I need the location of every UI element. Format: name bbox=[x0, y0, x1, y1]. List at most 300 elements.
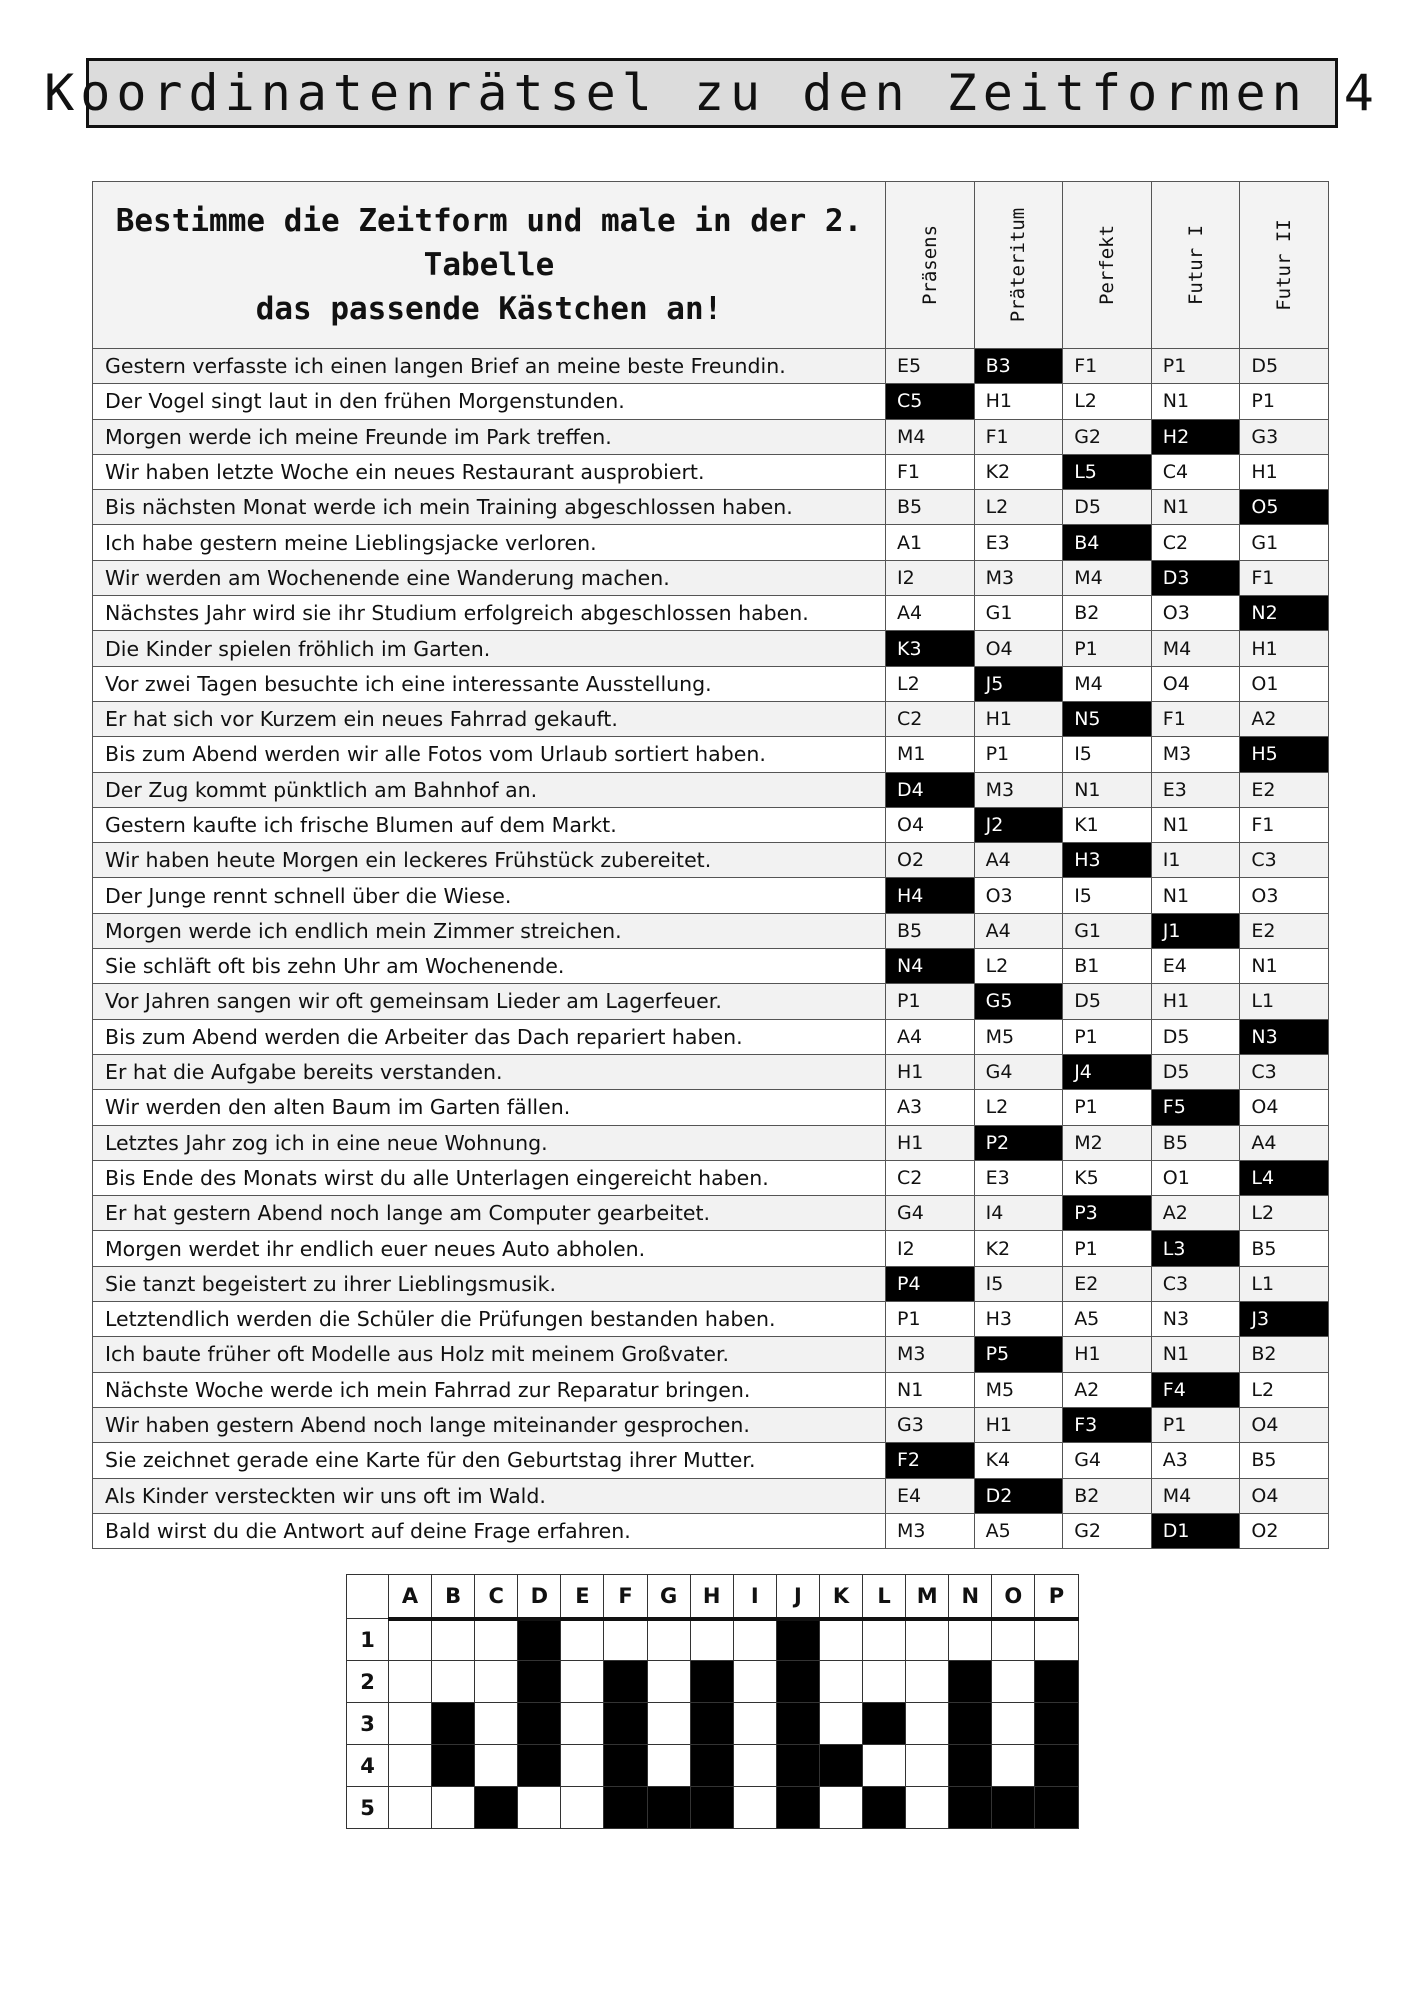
grid-cell-filled[interactable] bbox=[776, 1787, 819, 1829]
code-cell: L1 bbox=[1240, 1266, 1329, 1301]
grid-cell-filled[interactable] bbox=[518, 1661, 561, 1703]
table-row bbox=[93, 1196, 1329, 1231]
sentence-cell: Bis zum Abend werden wir alle Fotos vom Urlaub sortiert haben. bbox=[93, 737, 886, 772]
table-row bbox=[93, 666, 1329, 701]
table-row bbox=[93, 1337, 1329, 1372]
code-cell: L1 bbox=[1240, 984, 1329, 1019]
code-cell: L2 bbox=[974, 490, 1063, 525]
table-row bbox=[93, 1372, 1329, 1407]
grid-cell-filled[interactable] bbox=[819, 1745, 862, 1787]
table-row bbox=[93, 525, 1329, 560]
code-cell: D5 bbox=[1151, 1019, 1240, 1054]
grid-cell[interactable] bbox=[475, 1745, 518, 1787]
grid-cell-filled[interactable] bbox=[776, 1745, 819, 1787]
grid-column-label: G bbox=[647, 1575, 690, 1619]
table-row bbox=[93, 1019, 1329, 1054]
answer-code-cell: O5 bbox=[1240, 490, 1329, 525]
grid-cell[interactable] bbox=[389, 1661, 432, 1703]
code-cell: E2 bbox=[1240, 913, 1329, 948]
code-cell: I1 bbox=[1151, 843, 1240, 878]
grid-cell[interactable] bbox=[906, 1787, 949, 1829]
sentence-cell: Bald wirst du die Antwort auf deine Frage erfahren. bbox=[93, 1513, 886, 1548]
sentence-cell: Bis nächsten Monat werde ich mein Training abgeschlossen haben. bbox=[93, 490, 886, 525]
sentence-cell: Letztendlich werden die Schüler die Prüfungen bestanden haben. bbox=[93, 1302, 886, 1337]
code-cell: E3 bbox=[1151, 772, 1240, 807]
code-cell: O1 bbox=[1151, 1160, 1240, 1195]
answer-code-cell: J4 bbox=[1063, 1054, 1152, 1089]
answer-code-cell: N5 bbox=[1063, 701, 1152, 736]
grid-cell[interactable] bbox=[819, 1787, 862, 1829]
code-cell: N1 bbox=[886, 1372, 975, 1407]
sentence-rows bbox=[93, 349, 1329, 1549]
code-cell: O4 bbox=[1151, 666, 1240, 701]
grid-cell-filled[interactable] bbox=[690, 1703, 733, 1745]
code-cell: A5 bbox=[1063, 1302, 1152, 1337]
sentence-cell: Wir haben letzte Woche ein neues Restaurant ausprobiert. bbox=[93, 454, 886, 489]
table-row bbox=[93, 631, 1329, 666]
tense-header-label: Präteritum bbox=[1007, 207, 1030, 323]
answer-code-cell: L3 bbox=[1151, 1231, 1240, 1266]
answer-code-cell: F2 bbox=[886, 1443, 975, 1478]
code-cell: G1 bbox=[1063, 913, 1152, 948]
code-cell: E4 bbox=[1151, 949, 1240, 984]
code-cell: A4 bbox=[974, 913, 1063, 948]
code-cell: I2 bbox=[886, 560, 975, 595]
code-cell: O1 bbox=[1240, 666, 1329, 701]
grid-cell[interactable] bbox=[604, 1619, 647, 1661]
sentence-cell: Der Vogel singt laut in den frühen Morgenstunden. bbox=[93, 384, 886, 419]
code-cell: K4 bbox=[974, 1443, 1063, 1478]
grid-cell-filled[interactable] bbox=[432, 1745, 475, 1787]
grid-header-row bbox=[347, 1575, 1079, 1619]
sentence-cell: Morgen werde ich meine Freunde im Park treffen. bbox=[93, 419, 886, 454]
grid-cell[interactable] bbox=[432, 1661, 475, 1703]
grid-cell[interactable] bbox=[561, 1787, 604, 1829]
grid-cell[interactable] bbox=[389, 1619, 432, 1661]
grid-cell-filled[interactable] bbox=[1035, 1787, 1078, 1829]
tense-header-label: Futur II bbox=[1273, 219, 1296, 311]
grid-column-label: A bbox=[389, 1575, 432, 1619]
answer-code-cell: N4 bbox=[886, 949, 975, 984]
code-cell: A2 bbox=[1063, 1372, 1152, 1407]
code-cell: G3 bbox=[1240, 419, 1329, 454]
grid-cell[interactable] bbox=[906, 1619, 949, 1661]
grid-cell-filled[interactable] bbox=[1035, 1745, 1078, 1787]
code-cell: B5 bbox=[886, 490, 975, 525]
tense-header-praesens bbox=[886, 182, 975, 349]
table-row bbox=[93, 1513, 1329, 1548]
code-cell: M4 bbox=[1063, 560, 1152, 595]
grid-column-label: F bbox=[604, 1575, 647, 1619]
code-cell: M2 bbox=[1063, 1125, 1152, 1160]
grid-cell[interactable] bbox=[992, 1619, 1035, 1661]
grid-row bbox=[347, 1745, 1079, 1787]
code-cell: B2 bbox=[1063, 1478, 1152, 1513]
grid-cell-filled[interactable] bbox=[604, 1661, 647, 1703]
grid-cell-filled[interactable] bbox=[690, 1661, 733, 1703]
grid-cell[interactable] bbox=[863, 1745, 906, 1787]
table-row bbox=[93, 1090, 1329, 1125]
code-cell: M4 bbox=[886, 419, 975, 454]
sentence-cell: Wir haben heute Morgen ein leckeres Frühstück zubereitet. bbox=[93, 843, 886, 878]
grid-cell-filled[interactable] bbox=[518, 1619, 561, 1661]
grid-column-label: L bbox=[863, 1575, 906, 1619]
code-cell: E3 bbox=[974, 1160, 1063, 1195]
code-cell: N1 bbox=[1151, 384, 1240, 419]
code-cell: N1 bbox=[1240, 949, 1329, 984]
tense-table bbox=[92, 181, 1329, 1549]
tense-header-label: Präsens bbox=[918, 224, 941, 306]
grid-cell[interactable] bbox=[819, 1703, 862, 1745]
grid-row-label: 2 bbox=[347, 1661, 389, 1703]
code-cell: H1 bbox=[1240, 454, 1329, 489]
grid-cell[interactable] bbox=[819, 1661, 862, 1703]
table-row bbox=[93, 560, 1329, 595]
grid-cell[interactable] bbox=[949, 1619, 992, 1661]
code-cell: B2 bbox=[1240, 1337, 1329, 1372]
code-cell: G1 bbox=[974, 596, 1063, 631]
code-cell: O2 bbox=[886, 843, 975, 878]
grid-cell-filled[interactable] bbox=[690, 1745, 733, 1787]
code-cell: O4 bbox=[1240, 1478, 1329, 1513]
code-cell: P1 bbox=[1151, 1407, 1240, 1442]
sentence-cell: Er hat gestern Abend noch lange am Computer gearbeitet. bbox=[93, 1196, 886, 1231]
sentence-cell: Der Zug kommt pünktlich am Bahnhof an. bbox=[93, 772, 886, 807]
table-row bbox=[93, 913, 1329, 948]
tense-header-futur-2 bbox=[1240, 182, 1329, 349]
sentence-cell: Bis Ende des Monats wirst du alle Unterlagen eingereicht haben. bbox=[93, 1160, 886, 1195]
grid-cell-filled[interactable] bbox=[1035, 1703, 1078, 1745]
code-cell: P1 bbox=[886, 1302, 975, 1337]
grid-cell[interactable] bbox=[475, 1661, 518, 1703]
code-cell: H1 bbox=[1063, 1337, 1152, 1372]
answer-code-cell: H2 bbox=[1151, 419, 1240, 454]
grid-column-label: O bbox=[992, 1575, 1035, 1619]
table-row bbox=[93, 1054, 1329, 1089]
grid-cell[interactable] bbox=[733, 1787, 776, 1829]
grid-cell-filled[interactable] bbox=[949, 1703, 992, 1745]
grid-cell-filled[interactable] bbox=[647, 1787, 690, 1829]
grid-cell[interactable] bbox=[561, 1745, 604, 1787]
grid-cell-filled[interactable] bbox=[432, 1703, 475, 1745]
grid-cell[interactable] bbox=[389, 1787, 432, 1829]
table-row bbox=[93, 1125, 1329, 1160]
tense-header-perfekt bbox=[1063, 182, 1152, 349]
code-cell: F1 bbox=[1151, 701, 1240, 736]
code-cell: G4 bbox=[1063, 1443, 1152, 1478]
sentence-cell: Nächste Woche werde ich mein Fahrrad zur Reparatur bringen. bbox=[93, 1372, 886, 1407]
code-cell: K5 bbox=[1063, 1160, 1152, 1195]
code-cell: M3 bbox=[1151, 737, 1240, 772]
table-row bbox=[93, 1443, 1329, 1478]
code-cell: G2 bbox=[1063, 419, 1152, 454]
answer-code-cell: D3 bbox=[1151, 560, 1240, 595]
code-cell: L2 bbox=[1240, 1372, 1329, 1407]
answer-code-cell: F3 bbox=[1063, 1407, 1152, 1442]
code-cell: M3 bbox=[974, 560, 1063, 595]
code-cell: L2 bbox=[1063, 384, 1152, 419]
code-cell: F1 bbox=[1240, 807, 1329, 842]
grid-cell[interactable] bbox=[561, 1703, 604, 1745]
sentence-cell: Sie tanzt begeistert zu ihrer Lieblingsmusik. bbox=[93, 1266, 886, 1301]
table-row bbox=[93, 596, 1329, 631]
code-cell: I5 bbox=[1063, 737, 1152, 772]
grid-cell-filled[interactable] bbox=[776, 1619, 819, 1661]
code-cell: H1 bbox=[1151, 984, 1240, 1019]
table-row bbox=[93, 1160, 1329, 1195]
code-cell: N1 bbox=[1151, 878, 1240, 913]
code-cell: O3 bbox=[974, 878, 1063, 913]
grid-column-label: H bbox=[690, 1575, 733, 1619]
answer-code-cell: B3 bbox=[974, 349, 1063, 384]
grid-cell-filled[interactable] bbox=[863, 1703, 906, 1745]
answer-code-cell: L4 bbox=[1240, 1160, 1329, 1195]
code-cell: B5 bbox=[1240, 1231, 1329, 1266]
grid-cell[interactable] bbox=[992, 1703, 1035, 1745]
code-cell: O3 bbox=[1240, 878, 1329, 913]
answer-code-cell: H3 bbox=[1063, 843, 1152, 878]
code-cell: F1 bbox=[974, 419, 1063, 454]
grid-cell-filled[interactable] bbox=[992, 1787, 1035, 1829]
grid-cell[interactable] bbox=[906, 1703, 949, 1745]
answer-code-cell: P2 bbox=[974, 1125, 1063, 1160]
sentence-cell: Sie schläft oft bis zehn Uhr am Wochenende. bbox=[93, 949, 886, 984]
code-cell: P1 bbox=[1240, 384, 1329, 419]
grid-cell[interactable] bbox=[432, 1619, 475, 1661]
code-cell: H1 bbox=[886, 1054, 975, 1089]
table-row bbox=[93, 807, 1329, 842]
sentence-cell: Gestern verfasste ich einen langen Brief an meine beste Freundin. bbox=[93, 349, 886, 384]
tense-header-praeteritum bbox=[974, 182, 1063, 349]
grid-cell[interactable] bbox=[1035, 1619, 1078, 1661]
sentence-cell: Er hat die Aufgabe bereits verstanden. bbox=[93, 1054, 886, 1089]
code-cell: O3 bbox=[1151, 596, 1240, 631]
code-cell: N1 bbox=[1151, 807, 1240, 842]
answer-code-cell: P5 bbox=[974, 1337, 1063, 1372]
answer-code-cell: B4 bbox=[1063, 525, 1152, 560]
code-cell: B5 bbox=[1151, 1125, 1240, 1160]
grid-cell[interactable] bbox=[561, 1661, 604, 1703]
code-cell: E3 bbox=[974, 525, 1063, 560]
answer-code-cell: D2 bbox=[974, 1478, 1063, 1513]
code-cell: G1 bbox=[1240, 525, 1329, 560]
sentence-cell: Vor Jahren sangen wir oft gemeinsam Lieder am Lagerfeuer. bbox=[93, 984, 886, 1019]
grid-cell[interactable] bbox=[475, 1703, 518, 1745]
grid-cell[interactable] bbox=[863, 1661, 906, 1703]
grid-column-label: B bbox=[432, 1575, 475, 1619]
grid-cell[interactable] bbox=[733, 1745, 776, 1787]
grid-cell[interactable] bbox=[863, 1619, 906, 1661]
table-row bbox=[93, 878, 1329, 913]
code-cell: A3 bbox=[886, 1090, 975, 1125]
sentence-cell: Ich baute früher oft Modelle aus Holz mit meinem Großvater. bbox=[93, 1337, 886, 1372]
page-title: Koordinatenrätsel zu den Zeitformen 4 bbox=[44, 64, 1380, 122]
code-cell: M3 bbox=[886, 1513, 975, 1548]
code-cell: A4 bbox=[886, 1019, 975, 1054]
grid-cell[interactable] bbox=[432, 1787, 475, 1829]
grid-cell-filled[interactable] bbox=[863, 1787, 906, 1829]
table-row bbox=[93, 490, 1329, 525]
code-cell: I5 bbox=[1063, 878, 1152, 913]
answer-code-cell: J1 bbox=[1151, 913, 1240, 948]
code-cell: G2 bbox=[1063, 1513, 1152, 1548]
grid-cell-filled[interactable] bbox=[604, 1787, 647, 1829]
code-cell: A1 bbox=[886, 525, 975, 560]
grid-cell[interactable] bbox=[819, 1619, 862, 1661]
grid-cell[interactable] bbox=[733, 1619, 776, 1661]
answer-code-cell: D4 bbox=[886, 772, 975, 807]
grid-cell-filled[interactable] bbox=[518, 1745, 561, 1787]
code-cell: B5 bbox=[1240, 1443, 1329, 1478]
code-cell: K2 bbox=[974, 454, 1063, 489]
grid-corner bbox=[347, 1575, 389, 1619]
tense-header-label: Perfekt bbox=[1095, 224, 1118, 306]
code-cell: A2 bbox=[1240, 701, 1329, 736]
code-cell: K1 bbox=[1063, 807, 1152, 842]
code-cell: I5 bbox=[974, 1266, 1063, 1301]
code-cell: C3 bbox=[1240, 843, 1329, 878]
table-row bbox=[93, 1266, 1329, 1301]
answer-code-cell: H5 bbox=[1240, 737, 1329, 772]
grid-row bbox=[347, 1787, 1079, 1829]
code-cell: F1 bbox=[1063, 349, 1152, 384]
grid-cell[interactable] bbox=[906, 1745, 949, 1787]
sentence-cell: Wir haben gestern Abend noch lange miteinander gesprochen. bbox=[93, 1407, 886, 1442]
code-cell: A2 bbox=[1151, 1196, 1240, 1231]
grid-cell-filled[interactable] bbox=[776, 1703, 819, 1745]
code-cell: D5 bbox=[1151, 1054, 1240, 1089]
grid-row-label: 1 bbox=[347, 1619, 389, 1661]
code-cell: D5 bbox=[1063, 984, 1152, 1019]
grid-column-label: M bbox=[906, 1575, 949, 1619]
code-cell: N1 bbox=[1063, 772, 1152, 807]
grid-cell-filled[interactable] bbox=[604, 1745, 647, 1787]
grid-cell[interactable] bbox=[690, 1619, 733, 1661]
grid-cell-filled[interactable] bbox=[690, 1787, 733, 1829]
code-cell: A4 bbox=[1240, 1125, 1329, 1160]
instruction-cell bbox=[93, 182, 886, 349]
sentence-cell: Wir werden am Wochenende eine Wanderung machen. bbox=[93, 560, 886, 595]
grid-cell[interactable] bbox=[647, 1745, 690, 1787]
grid-cell-filled[interactable] bbox=[949, 1787, 992, 1829]
grid-column-label: D bbox=[518, 1575, 561, 1619]
grid-cell-filled[interactable] bbox=[604, 1703, 647, 1745]
code-cell: K2 bbox=[974, 1231, 1063, 1266]
grid-cell-filled[interactable] bbox=[949, 1661, 992, 1703]
grid-cell[interactable] bbox=[906, 1661, 949, 1703]
grid-column-label: E bbox=[561, 1575, 604, 1619]
code-cell: M1 bbox=[886, 737, 975, 772]
code-cell: O4 bbox=[886, 807, 975, 842]
grid-row bbox=[347, 1703, 1079, 1745]
grid-cell-filled[interactable] bbox=[475, 1787, 518, 1829]
answer-code-cell: L5 bbox=[1063, 454, 1152, 489]
answer-code-cell: F5 bbox=[1151, 1090, 1240, 1125]
code-cell: D5 bbox=[1063, 490, 1152, 525]
grid-cell[interactable] bbox=[992, 1661, 1035, 1703]
grid-cell[interactable] bbox=[647, 1619, 690, 1661]
grid-cell[interactable] bbox=[992, 1745, 1035, 1787]
table-row bbox=[93, 701, 1329, 736]
grid-cell-filled[interactable] bbox=[1035, 1661, 1078, 1703]
table-row bbox=[93, 419, 1329, 454]
table-row bbox=[93, 984, 1329, 1019]
grid-cell[interactable] bbox=[733, 1703, 776, 1745]
grid-column-label: C bbox=[475, 1575, 518, 1619]
grid-cell[interactable] bbox=[389, 1703, 432, 1745]
code-cell: P1 bbox=[974, 737, 1063, 772]
code-cell: O4 bbox=[1240, 1407, 1329, 1442]
table-row bbox=[93, 772, 1329, 807]
code-cell: M4 bbox=[1063, 666, 1152, 701]
code-cell: H1 bbox=[974, 384, 1063, 419]
sentence-cell: Vor zwei Tagen besuchte ich eine interessante Ausstellung. bbox=[93, 666, 886, 701]
code-cell: H1 bbox=[886, 1125, 975, 1160]
grid-cell[interactable] bbox=[647, 1661, 690, 1703]
grid-cell-filled[interactable] bbox=[949, 1745, 992, 1787]
table-row bbox=[93, 737, 1329, 772]
sentence-cell: Der Junge rennt schnell über die Wiese. bbox=[93, 878, 886, 913]
code-cell: P1 bbox=[1063, 631, 1152, 666]
answer-code-cell: K3 bbox=[886, 631, 975, 666]
code-cell: L2 bbox=[974, 1090, 1063, 1125]
code-cell: N1 bbox=[1151, 490, 1240, 525]
answer-code-cell: C5 bbox=[886, 384, 975, 419]
code-cell: B5 bbox=[886, 913, 975, 948]
code-cell: P1 bbox=[886, 984, 975, 1019]
table-row bbox=[93, 843, 1329, 878]
grid-cell[interactable] bbox=[518, 1787, 561, 1829]
sentence-cell: Ich habe gestern meine Lieblingsjacke verloren. bbox=[93, 525, 886, 560]
table-row bbox=[93, 1302, 1329, 1337]
grid-cell-filled[interactable] bbox=[518, 1703, 561, 1745]
table-row bbox=[93, 384, 1329, 419]
code-cell: H1 bbox=[974, 1407, 1063, 1442]
code-cell: I2 bbox=[886, 1231, 975, 1266]
code-cell: F1 bbox=[1240, 560, 1329, 595]
code-cell: H3 bbox=[974, 1302, 1063, 1337]
code-cell: C3 bbox=[1151, 1266, 1240, 1301]
table-row bbox=[93, 349, 1329, 384]
code-cell: B2 bbox=[1063, 596, 1152, 631]
answer-code-cell: J3 bbox=[1240, 1302, 1329, 1337]
instruction-line: Bestimme die Zeitform und male in der 2. Tabelle bbox=[115, 203, 863, 283]
code-cell: G4 bbox=[886, 1196, 975, 1231]
answer-code-cell: D1 bbox=[1151, 1513, 1240, 1548]
code-cell: M3 bbox=[974, 772, 1063, 807]
grid-column-label: P bbox=[1035, 1575, 1078, 1619]
grid-column-label: J bbox=[776, 1575, 819, 1619]
grid-cell[interactable] bbox=[647, 1703, 690, 1745]
code-cell: L2 bbox=[1240, 1196, 1329, 1231]
code-cell: H1 bbox=[974, 701, 1063, 736]
code-cell: H1 bbox=[1240, 631, 1329, 666]
grid-cell-filled[interactable] bbox=[776, 1661, 819, 1703]
code-cell: E2 bbox=[1063, 1266, 1152, 1301]
code-cell: D5 bbox=[1240, 349, 1329, 384]
sentence-cell: Er hat sich vor Kurzem ein neues Fahrrad gekauft. bbox=[93, 701, 886, 736]
title-banner bbox=[44, 58, 1380, 128]
code-cell: A4 bbox=[886, 596, 975, 631]
grid-column-label: K bbox=[819, 1575, 862, 1619]
code-cell: E2 bbox=[1240, 772, 1329, 807]
answer-code-cell: P3 bbox=[1063, 1196, 1152, 1231]
grid-cell[interactable] bbox=[733, 1661, 776, 1703]
grid-cell[interactable] bbox=[475, 1619, 518, 1661]
grid-cell[interactable] bbox=[561, 1619, 604, 1661]
grid-cell[interactable] bbox=[389, 1745, 432, 1787]
coordinate-grid bbox=[346, 1574, 1079, 1829]
